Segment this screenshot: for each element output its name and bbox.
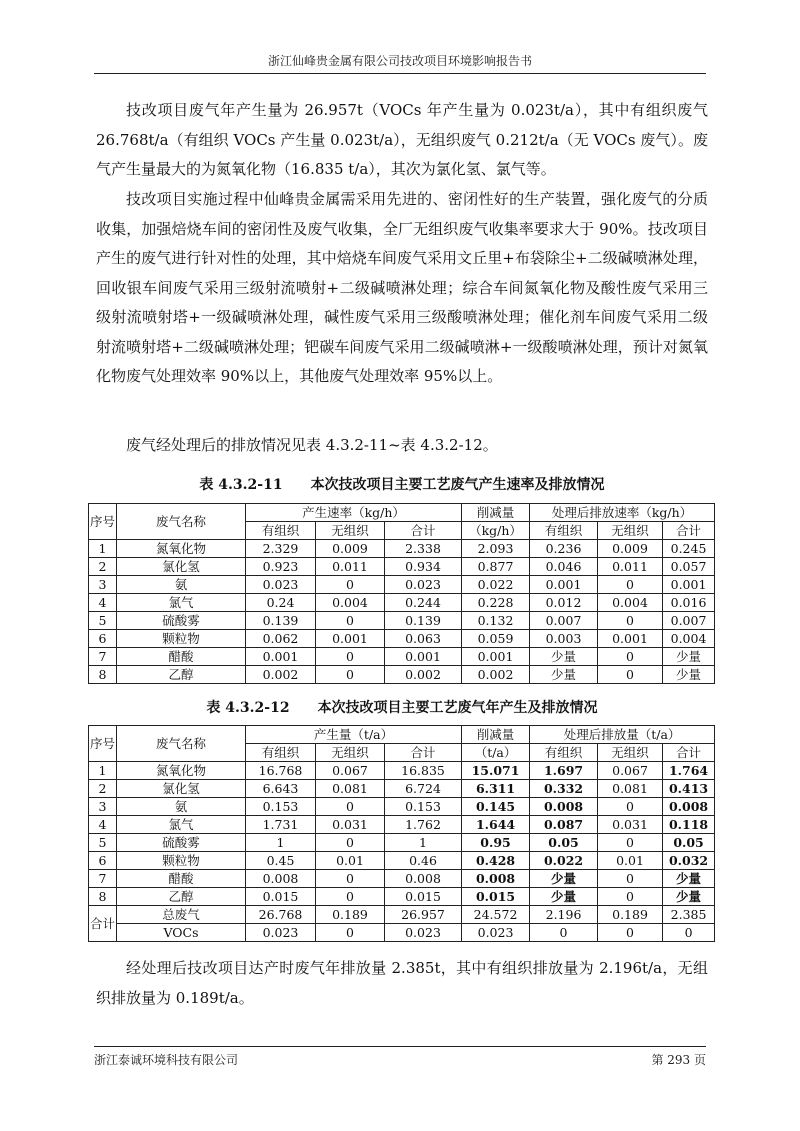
cell-gen-unorganized: 0 <box>316 576 385 594</box>
subheader-total: 合计 <box>385 744 462 762</box>
subheader-unorganized: 无组织 <box>598 522 663 540</box>
cell-reduction: 1.644 <box>462 816 530 834</box>
cell-emit-total: 0.245 <box>663 540 715 558</box>
header-reduction: 削减量 <box>462 504 530 522</box>
cell-gen-unorganized: 0 <box>316 798 385 816</box>
cell-gas-name: 氯化氢 <box>117 780 246 798</box>
cell-emit-total: 0.057 <box>663 558 715 576</box>
table1-number: 表 4.3.2-11 <box>199 477 283 493</box>
table2-caption <box>96 697 708 717</box>
cell-emit-unorganized: 0 <box>598 666 663 684</box>
cell-total-label: 合计 <box>89 906 117 942</box>
cell-gas-name: 氯气 <box>117 816 246 834</box>
cell-emit-unorganized: 0.031 <box>598 816 663 834</box>
table-row <box>89 612 715 630</box>
subheader-organized: 有组织 <box>530 522 598 540</box>
cell-reduction: 6.311 <box>462 780 530 798</box>
cell-gen-organized: 0.015 <box>246 888 316 906</box>
cell-emit-unorganized: 0 <box>598 870 663 888</box>
cell-emit-total: 0.05 <box>663 834 715 852</box>
cell-emit-organized: 0.332 <box>530 780 598 798</box>
page-number: 第 293 页 <box>651 1053 706 1067</box>
table-row <box>89 780 715 798</box>
cell-gen-organized: 0.24 <box>246 594 316 612</box>
cell-serial-no: 6 <box>89 630 117 648</box>
cell-gas-name: 颗粒物 <box>117 852 246 870</box>
cell-emit-unorganized: 0.01 <box>598 852 663 870</box>
cell-gen-total: 1.762 <box>385 816 462 834</box>
table-row <box>89 870 715 888</box>
cell-gen-organized: 0.002 <box>246 666 316 684</box>
table-row <box>89 540 715 558</box>
cell-gen-total: 0.46 <box>385 852 462 870</box>
cell-gen-total: 16.835 <box>385 762 462 780</box>
table-row <box>89 576 715 594</box>
table-row <box>89 594 715 612</box>
cell-gas-name: 硫酸雾 <box>117 834 246 852</box>
subheader-unorganized: 无组织 <box>316 744 385 762</box>
cell-gen-organized: 1.731 <box>246 816 316 834</box>
table-row <box>89 816 715 834</box>
cell-gen-total: 0.153 <box>385 798 462 816</box>
cell-gen-unorganized: 0.067 <box>316 762 385 780</box>
cell-gen-total: 0.023 <box>385 576 462 594</box>
paragraph-table-reference: 废气经处理后的排放情况见表 4.3.2-11~表 4.3.2-12。 <box>126 436 498 454</box>
cell-emit-organized: 少量 <box>530 648 598 666</box>
cell-gen-unorganized: 0 <box>316 888 385 906</box>
cell-serial-no: 7 <box>89 648 117 666</box>
header-serial-no: 序号 <box>89 726 117 762</box>
cell-reduction: 24.572 <box>462 906 530 924</box>
header-gas-name: 废气名称 <box>117 726 246 762</box>
paragraph-emissions-summary: 技改项目废气年产生量为 26.957t（VOCs 年产生量为 0.023t/a），其中有组织废气 26.768t/a（有组织 VOCs 产生量 0.023t/a），无组织废气 0.212t/a（无 VOCs 废气）。废气产生量最大的为氮氧化物（16.835 t/a），其次为氯化氢、氯气等。 <box>96 101 708 178</box>
subheader-total: 合计 <box>385 522 462 540</box>
cell-reduction: 0.228 <box>462 594 530 612</box>
table-row <box>89 648 715 666</box>
cell-gen-unorganized: 0 <box>316 834 385 852</box>
table2-number: 表 4.3.2-12 <box>206 700 290 716</box>
cell-gen-total: 0.063 <box>385 630 462 648</box>
cell-reduction: 0.145 <box>462 798 530 816</box>
cell-emit-unorganized: 0 <box>598 612 663 630</box>
cell-emit-total: 少量 <box>663 666 715 684</box>
table-row <box>89 798 715 816</box>
cell-serial-no: 8 <box>89 888 117 906</box>
cell-emit-organized: 少量 <box>530 888 598 906</box>
cell-emit-unorganized: 0 <box>598 834 663 852</box>
subheader-total: 合计 <box>663 744 715 762</box>
cell-reduction: 0.015 <box>462 888 530 906</box>
cell-gen-unorganized: 0.031 <box>316 816 385 834</box>
cell-serial-no: 5 <box>89 834 117 852</box>
cell-emit-total: 1.764 <box>663 762 715 780</box>
cell-reduction: 15.071 <box>462 762 530 780</box>
cell-gas-name: 氯气 <box>117 594 246 612</box>
cell-gen-organized: 0.062 <box>246 630 316 648</box>
cell-gen-total: 0.008 <box>385 870 462 888</box>
cell-gen-organized: 1 <box>246 834 316 852</box>
cell-emit-total: 少量 <box>663 648 715 666</box>
cell-gas-name: 硫酸雾 <box>117 612 246 630</box>
cell-gas-name: 总废气 <box>117 906 246 924</box>
cell-serial-no: 1 <box>89 540 117 558</box>
cell-gen-unorganized: 0 <box>316 648 385 666</box>
cell-reduction: 0.001 <box>462 648 530 666</box>
cell-gen-organized: 0.023 <box>246 576 316 594</box>
cell-emit-total: 0.118 <box>663 816 715 834</box>
cell-gas-name: 氨 <box>117 798 246 816</box>
paragraph-treatment-measures: 技改项目实施过程中仙峰贵金属需采用先进的、密闭性好的生产装置，强化废气的分质收集，加强焙烧车间的密闭性及废气收集，全厂无组织废气收集率要求大于 90%。技改项目产生的废气进行针对性的处理，其中焙烧车间废气采用文丘里+布袋除尘+二级碱喷淋处理，回收银车间废气采用三级射流喷射+二级碱喷淋处理；综合车间氮氧化物及酸性废气采用三级射流喷射塔+一级碱喷淋处理，碱性废气采用三级酸喷淋处理；催化剂车间废气采用二级射流喷射塔+二级碱喷淋处理；钯碳车间废气采用二级碱喷淋+一级酸喷淋处理，预计对氮氧化物废气处理效率 90%以上，其他废气处理效率 95%以上。 <box>96 190 708 385</box>
cell-emit-unorganized: 0.189 <box>598 906 663 924</box>
table-row <box>89 834 715 852</box>
cell-serial-no: 5 <box>89 612 117 630</box>
subheader-total: 合计 <box>663 522 715 540</box>
cell-emit-unorganized: 0.004 <box>598 594 663 612</box>
cell-emit-organized: 0.012 <box>530 594 598 612</box>
cell-emit-total: 0.032 <box>663 852 715 870</box>
cell-emit-organized: 0.087 <box>530 816 598 834</box>
cell-gas-name: 氮氧化物 <box>117 540 246 558</box>
cell-gen-organized: 6.643 <box>246 780 316 798</box>
cell-emit-organized: 1.697 <box>530 762 598 780</box>
cell-emit-organized: 0.236 <box>530 540 598 558</box>
cell-gen-organized: 26.768 <box>246 906 316 924</box>
cell-gen-organized: 0.923 <box>246 558 316 576</box>
table-total-row <box>89 924 715 942</box>
cell-gen-total: 0.244 <box>385 594 462 612</box>
table1-caption <box>96 474 708 494</box>
cell-reduction: 0.95 <box>462 834 530 852</box>
cell-emit-unorganized: 0 <box>598 648 663 666</box>
cell-reduction: 0.002 <box>462 666 530 684</box>
cell-gen-organized: 2.329 <box>246 540 316 558</box>
cell-gas-name: 颗粒物 <box>117 630 246 648</box>
cell-reduction: 0.023 <box>462 924 530 942</box>
cell-serial-no: 6 <box>89 852 117 870</box>
cell-gen-total: 1 <box>385 834 462 852</box>
cell-gen-unorganized: 0 <box>316 666 385 684</box>
page-footer <box>94 1046 706 1068</box>
cell-gen-organized: 0.153 <box>246 798 316 816</box>
cell-emit-unorganized: 0 <box>598 924 663 942</box>
cell-gas-name: 氨 <box>117 576 246 594</box>
cell-emit-organized: 0.022 <box>530 852 598 870</box>
cell-serial-no: 3 <box>89 798 117 816</box>
cell-emit-total: 0.001 <box>663 576 715 594</box>
cell-emit-total: 0.008 <box>663 798 715 816</box>
cell-gen-organized: 0.023 <box>246 924 316 942</box>
header-reduction: 削减量 <box>462 726 530 744</box>
subheader-unorganized: 无组织 <box>598 744 663 762</box>
table-row <box>89 558 715 576</box>
cell-reduction: 0.877 <box>462 558 530 576</box>
cell-gen-organized: 16.768 <box>246 762 316 780</box>
cell-reduction: 2.093 <box>462 540 530 558</box>
subheader-organized: 有组织 <box>246 744 316 762</box>
cell-emit-total: 0.016 <box>663 594 715 612</box>
cell-gen-unorganized: 0.009 <box>316 540 385 558</box>
page-header: 浙江仙峰贵金属有限公司技改项目环境影响报告书 <box>94 52 706 74</box>
subheader-organized: 有组织 <box>530 744 598 762</box>
cell-emit-unorganized: 0.067 <box>598 762 663 780</box>
cell-serial-no: 1 <box>89 762 117 780</box>
cell-emit-organized: 0.003 <box>530 630 598 648</box>
table-row <box>89 666 715 684</box>
header-reduction-unit: （t/a） <box>462 744 530 762</box>
cell-gas-name: VOCs <box>117 924 246 942</box>
subheader-organized: 有组织 <box>246 522 316 540</box>
cell-gen-organized: 0.008 <box>246 870 316 888</box>
cell-serial-no: 4 <box>89 816 117 834</box>
table2-title: 本次技改项目主要工艺废气年产生及排放情况 <box>317 700 598 716</box>
cell-gen-unorganized: 0 <box>316 612 385 630</box>
cell-reduction: 0.008 <box>462 870 530 888</box>
cell-emit-organized: 0.046 <box>530 558 598 576</box>
cell-emit-total: 0.413 <box>663 780 715 798</box>
cell-emit-organized: 0.05 <box>530 834 598 852</box>
cell-reduction: 0.059 <box>462 630 530 648</box>
paragraph-emission-conclusion: 经处理后技改项目达产时废气年排放量 2.385t，其中有组织排放量为 2.196t/a，无组织排放量为 0.189t/a。 <box>96 959 708 1007</box>
cell-emit-unorganized: 0.009 <box>598 540 663 558</box>
cell-gen-total: 6.724 <box>385 780 462 798</box>
cell-gen-organized: 0.001 <box>246 648 316 666</box>
footer-company: 浙江泰诚环境科技有限公司 <box>94 1053 239 1067</box>
cell-gen-total: 0.002 <box>385 666 462 684</box>
table-row <box>89 852 715 870</box>
cell-reduction: 0.428 <box>462 852 530 870</box>
cell-gen-unorganized: 0 <box>316 924 385 942</box>
cell-emit-organized: 0.007 <box>530 612 598 630</box>
cell-gen-unorganized: 0.189 <box>316 906 385 924</box>
table-row <box>89 762 715 780</box>
header-serial-no: 序号 <box>89 504 117 540</box>
header-emission-rate: 处理后排放速率（kg/h） <box>530 504 715 522</box>
cell-gas-name: 氮氧化物 <box>117 762 246 780</box>
cell-serial-no: 2 <box>89 558 117 576</box>
cell-serial-no: 8 <box>89 666 117 684</box>
cell-serial-no: 7 <box>89 870 117 888</box>
table-row <box>89 630 715 648</box>
table-total-row <box>89 906 715 924</box>
cell-emit-total: 2.385 <box>663 906 715 924</box>
cell-emit-unorganized: 0 <box>598 798 663 816</box>
cell-emit-organized: 0 <box>530 924 598 942</box>
cell-serial-no: 4 <box>89 594 117 612</box>
table1-title: 本次技改项目主要工艺废气产生速率及排放情况 <box>310 477 605 493</box>
cell-emit-organized: 少量 <box>530 870 598 888</box>
cell-gen-total: 2.338 <box>385 540 462 558</box>
cell-reduction: 0.022 <box>462 576 530 594</box>
cell-gen-total: 0.023 <box>385 924 462 942</box>
cell-emit-organized: 0.008 <box>530 798 598 816</box>
header-gas-name: 废气名称 <box>117 504 246 540</box>
header-reduction-unit: （kg/h） <box>462 522 530 540</box>
cell-gen-unorganized: 0.011 <box>316 558 385 576</box>
cell-serial-no: 2 <box>89 780 117 798</box>
cell-gen-unorganized: 0.081 <box>316 780 385 798</box>
cell-emit-unorganized: 0 <box>598 888 663 906</box>
cell-gas-name: 氯化氢 <box>117 558 246 576</box>
cell-emit-unorganized: 0 <box>598 576 663 594</box>
header-emission-amount: 处理后排放量（t/a） <box>530 726 715 744</box>
cell-emit-organized: 2.196 <box>530 906 598 924</box>
cell-gen-organized: 0.45 <box>246 852 316 870</box>
cell-gen-unorganized: 0.001 <box>316 630 385 648</box>
cell-emit-unorganized: 0.001 <box>598 630 663 648</box>
cell-gas-name: 醋酸 <box>117 648 246 666</box>
table1-emission-rates <box>88 503 715 684</box>
cell-gen-total: 0.139 <box>385 612 462 630</box>
cell-emit-total: 少量 <box>663 888 715 906</box>
cell-gen-total: 0.015 <box>385 888 462 906</box>
cell-emit-unorganized: 0.011 <box>598 558 663 576</box>
cell-gen-unorganized: 0 <box>316 870 385 888</box>
cell-emit-total: 0.004 <box>663 630 715 648</box>
cell-emit-organized: 少量 <box>530 666 598 684</box>
cell-gen-total: 0.001 <box>385 648 462 666</box>
cell-emit-unorganized: 0.081 <box>598 780 663 798</box>
cell-gas-name: 醋酸 <box>117 870 246 888</box>
subheader-unorganized: 无组织 <box>316 522 385 540</box>
header-generation-rate: 产生速率（kg/h） <box>246 504 462 522</box>
cell-gas-name: 乙醇 <box>117 888 246 906</box>
cell-gen-unorganized: 0.01 <box>316 852 385 870</box>
cell-reduction: 0.132 <box>462 612 530 630</box>
cell-gen-total: 0.934 <box>385 558 462 576</box>
cell-emit-total: 0 <box>663 924 715 942</box>
cell-emit-organized: 0.001 <box>530 576 598 594</box>
cell-emit-total: 少量 <box>663 870 715 888</box>
cell-serial-no: 3 <box>89 576 117 594</box>
cell-emit-total: 0.007 <box>663 612 715 630</box>
table-row <box>89 888 715 906</box>
cell-gas-name: 乙醇 <box>117 666 246 684</box>
header-generation-amount: 产生量（t/a） <box>246 726 462 744</box>
cell-gen-total: 26.957 <box>385 906 462 924</box>
table2-annual-emissions <box>88 725 715 942</box>
cell-gen-organized: 0.139 <box>246 612 316 630</box>
cell-gen-unorganized: 0.004 <box>316 594 385 612</box>
